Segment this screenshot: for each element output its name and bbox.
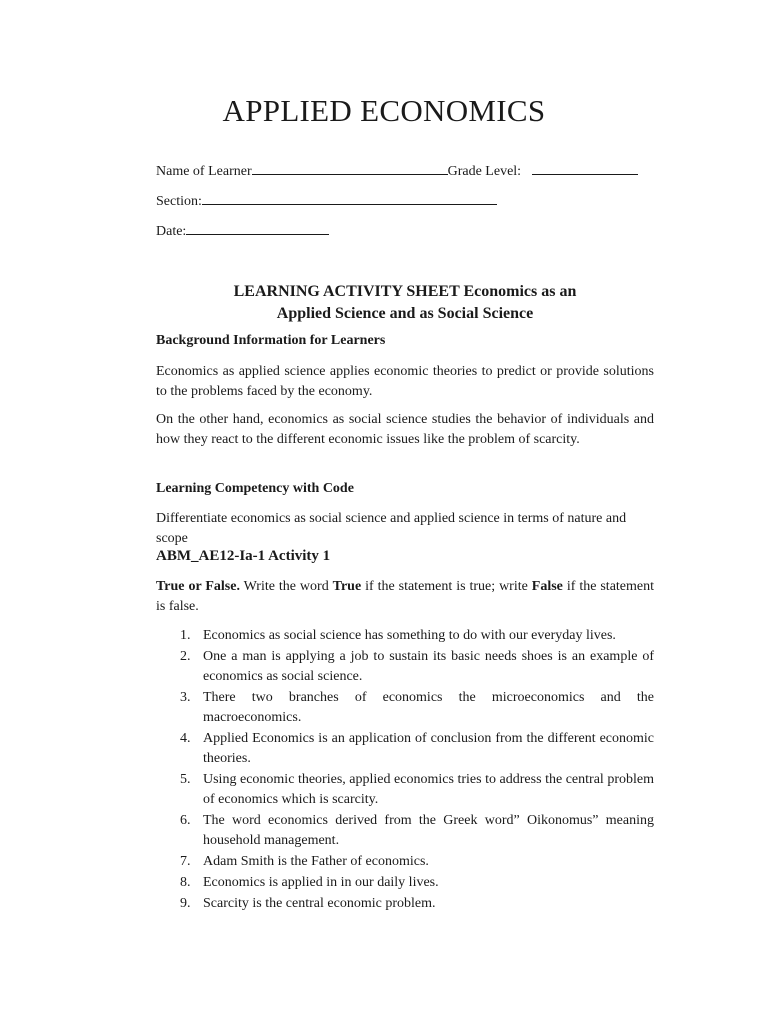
- list-item-number: 2.: [180, 649, 191, 664]
- list-item-text: Economics as social science has something to do with our everyday lives.: [203, 628, 616, 643]
- list-item: [156, 873, 654, 893]
- grade-level-label: Grade Level:: [447, 164, 522, 179]
- list-item-text: Scarcity is the central economic problem.: [203, 896, 436, 911]
- background-heading: Background Information for Learners: [156, 333, 386, 348]
- list-item: [156, 729, 654, 769]
- date-line: [156, 221, 329, 240]
- section-label: Section:: [156, 194, 202, 209]
- list-item: [156, 626, 654, 646]
- name-grade-line: [156, 161, 638, 180]
- background-paragraph-1: Economics as applied science applies economic theories to predict or provide solutions to the problems faced by the economy.: [156, 364, 654, 399]
- instructions-part2: if the statement is true; write: [361, 579, 532, 594]
- instructions-part3: if the statement is false.: [156, 579, 655, 614]
- list-item-text: Economics is applied in in our daily lives.: [203, 875, 439, 890]
- list-item: [156, 811, 654, 851]
- list-item-text: One a man is applying a job to sustain its basic needs shoes is an example of economics as social science.: [203, 649, 654, 684]
- name-of-learner-blank[interactable]: [252, 161, 448, 175]
- competency-heading: Learning Competency with Code: [156, 481, 354, 496]
- background-paragraph-2: On the other hand, economics as social science studies the behavior of individuals and how they react to the different economic issues like the problem of scarcity.: [156, 412, 654, 447]
- name-of-learner-label: Name of Learner: [156, 164, 252, 179]
- list-item-number: 9.: [180, 896, 191, 911]
- date-blank[interactable]: [186, 221, 329, 235]
- instructions-lead: True or False.: [156, 579, 240, 594]
- list-item: [156, 770, 654, 810]
- list-item-number: 6.: [180, 813, 191, 828]
- instructions: [156, 577, 654, 617]
- instructions-part1: Write the word: [239, 579, 333, 594]
- list-item-number: 5.: [180, 772, 191, 787]
- list-item-text: Adam Smith is the Father of economics.: [203, 854, 429, 869]
- section-blank[interactable]: [202, 191, 497, 205]
- instructions-true-word: True: [332, 579, 362, 594]
- activity-sheet-heading-line2: Applied Science and as Social Science: [276, 305, 534, 322]
- list-item-text: Applied Economics is an application of conclusion from the different economic theories.: [203, 731, 654, 766]
- list-item-number: 4.: [180, 731, 191, 746]
- grade-level-blank[interactable]: [532, 161, 638, 175]
- list-item: [156, 647, 654, 687]
- section-line: [156, 191, 497, 210]
- competency-text: Differentiate economics as social science and applied science in terms of nature and scope: [156, 511, 627, 546]
- instructions-false-word: False: [531, 579, 563, 594]
- activity-sheet-heading: [156, 281, 654, 325]
- list-item: [156, 894, 654, 914]
- list-item-number: 7.: [180, 854, 191, 869]
- date-label: Date:: [156, 224, 187, 239]
- list-item-text: The word economics derived from the Greek word” Oikonomus” meaning household management.: [203, 813, 654, 848]
- list-item: [156, 852, 654, 872]
- list-item-text: Using economic theories, applied economics tries to address the central problem of economics which is scarcity.: [203, 772, 654, 807]
- list-item: [156, 688, 654, 728]
- true-false-list: [156, 626, 654, 915]
- activity-code: ABM_AE12-Ia-1 Activity 1: [156, 548, 331, 564]
- list-item-number: 8.: [180, 875, 191, 890]
- list-item-text: There two branches of economics the microeconomics and the macroeconomics.: [203, 690, 654, 725]
- document-title: APPLIED ECONOMICS: [222, 93, 546, 128]
- list-item-number: 1.: [180, 628, 191, 643]
- list-item-number: 3.: [180, 690, 191, 705]
- activity-sheet-heading-line1: LEARNING ACTIVITY SHEET Economics as an: [233, 283, 577, 300]
